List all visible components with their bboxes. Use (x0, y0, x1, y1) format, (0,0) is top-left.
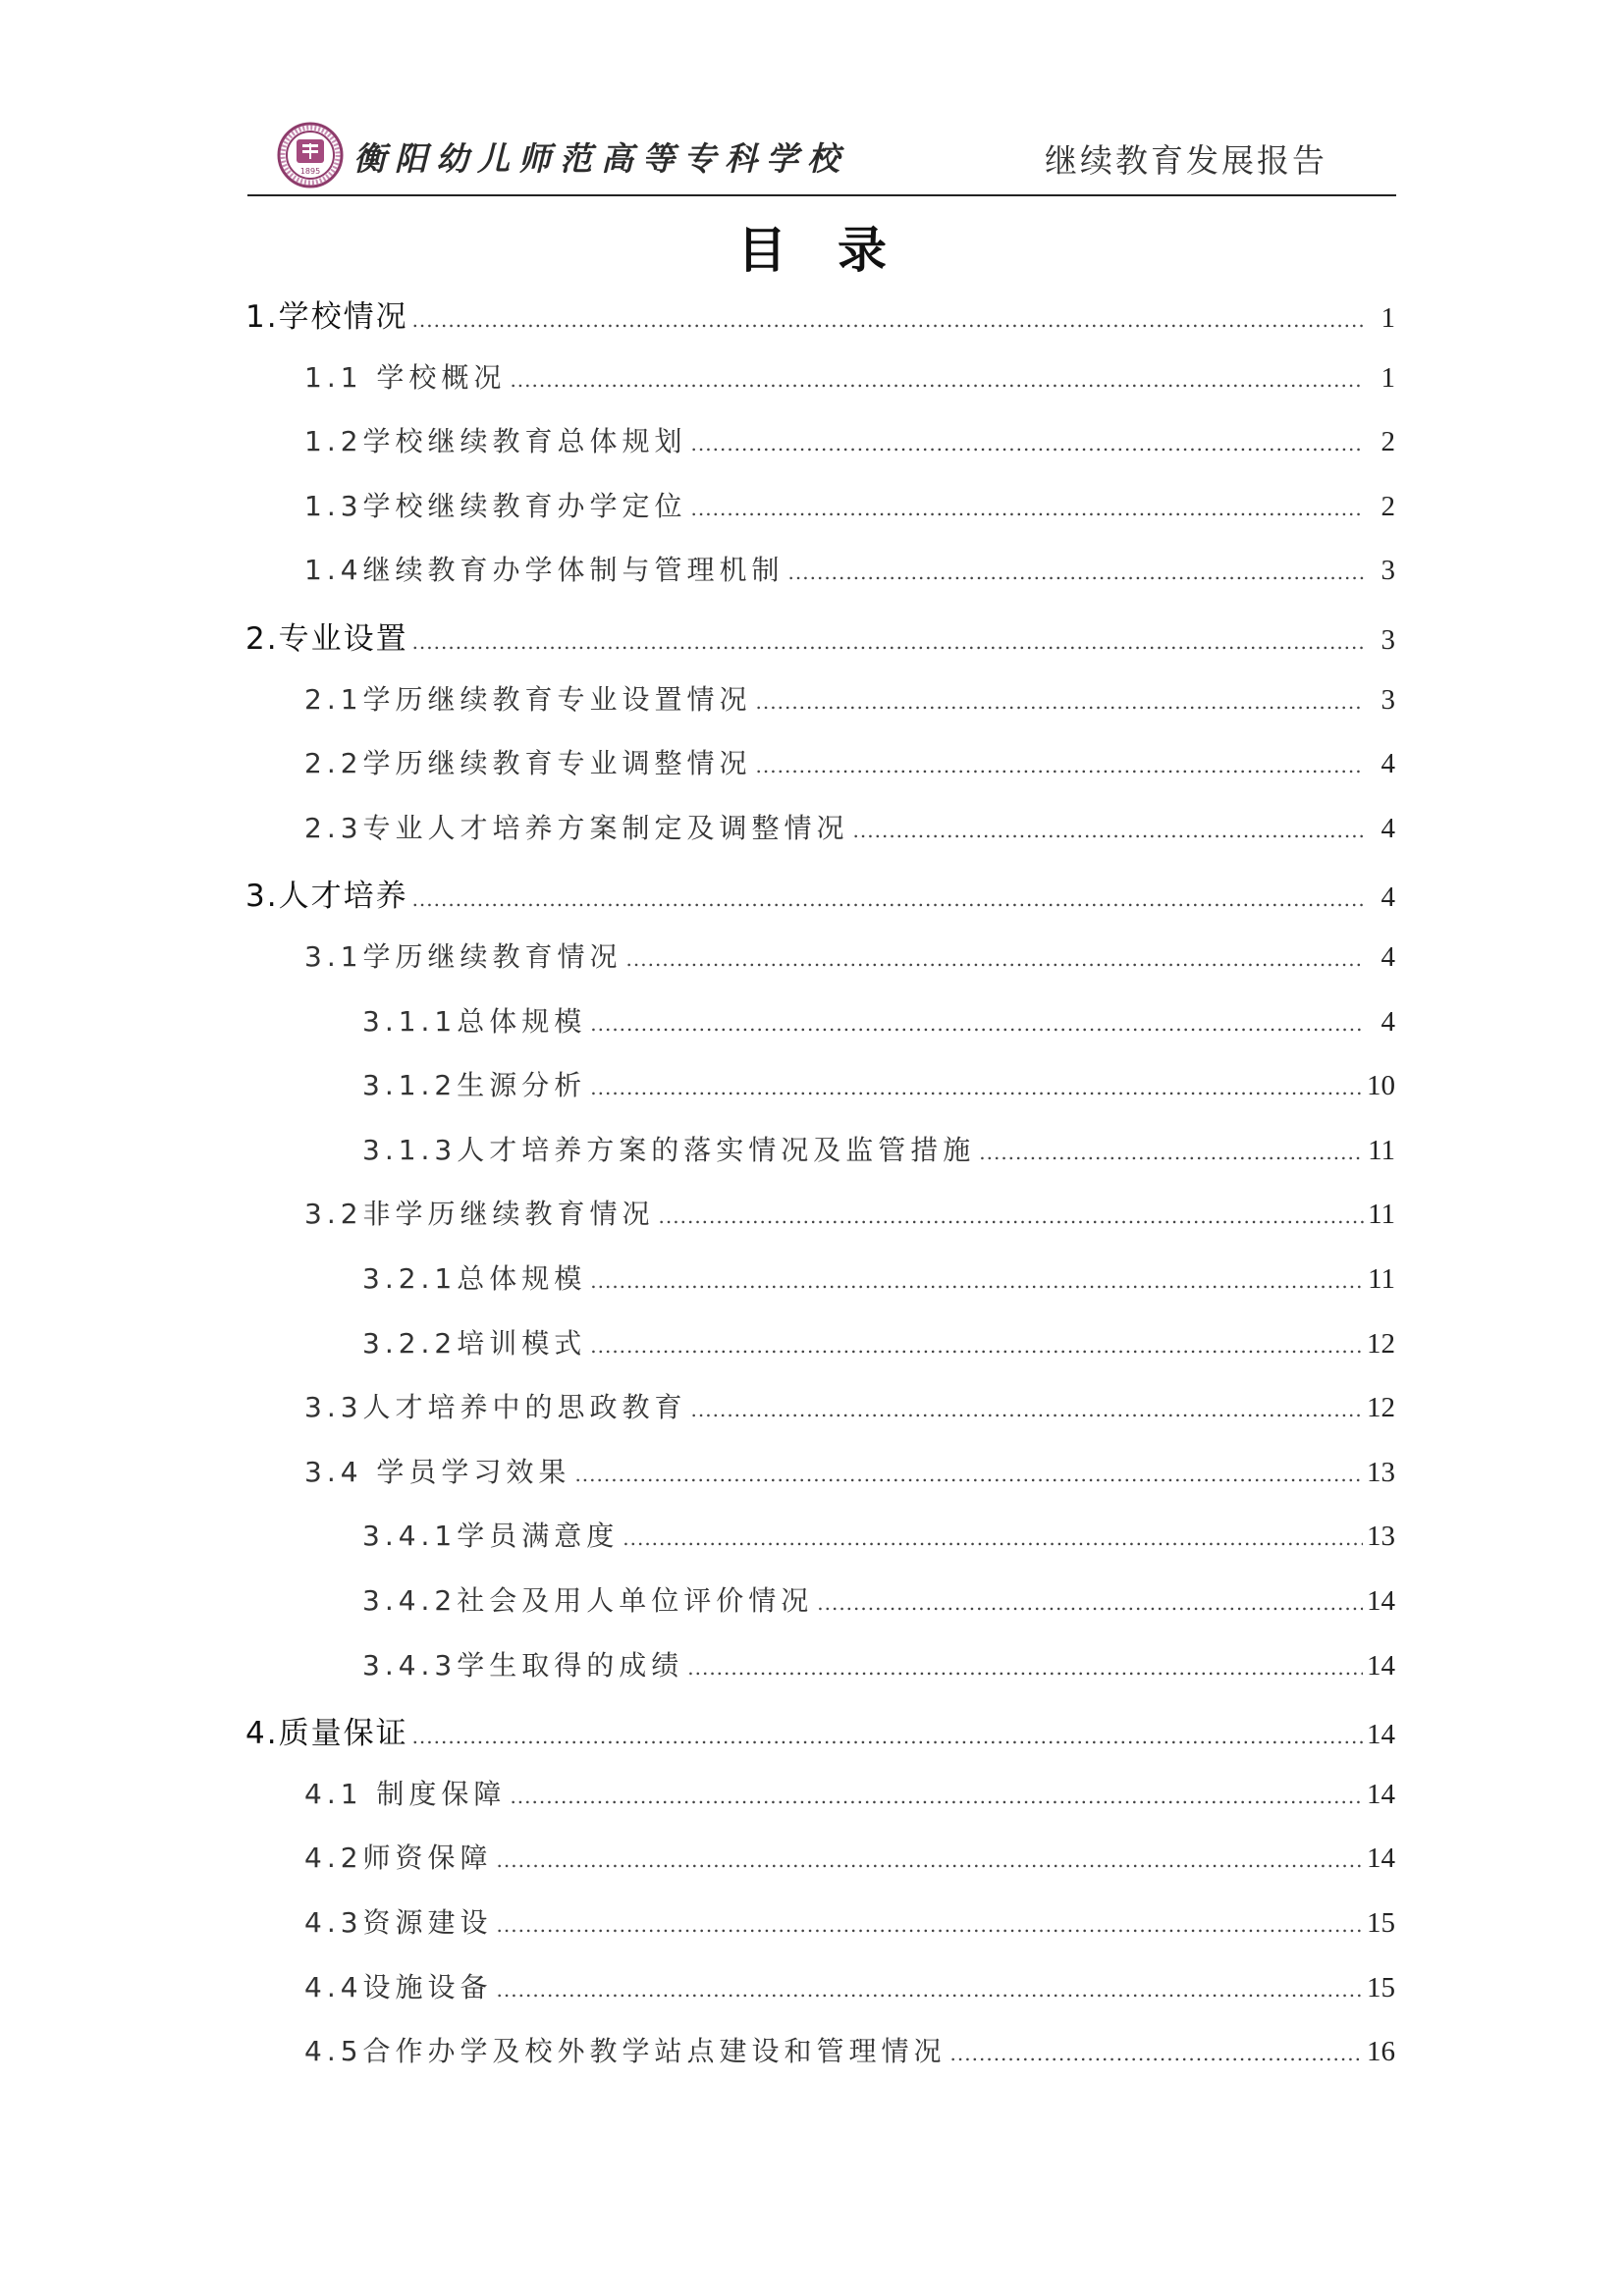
toc-page-number: 14 (1367, 1779, 1395, 1810)
toc-entry-label: 1.4继续教育办学体制与管理机制 (304, 554, 785, 586)
toc-page-number: 4 (1380, 881, 1395, 913)
toc-entry[interactable] (304, 1386, 1395, 1431)
toc-dot-leader (412, 887, 1364, 911)
toc-page-number: 14 (1367, 1585, 1395, 1617)
toc-dot-leader (497, 1978, 1363, 2002)
toc-page-number: 4 (1380, 941, 1395, 973)
toc-page-number: 12 (1367, 1328, 1395, 1360)
toc-dot-leader (590, 1334, 1363, 1358)
toc-page-number: 4 (1380, 1006, 1395, 1038)
toc-entry[interactable] (304, 2030, 1395, 2075)
toc-dot-leader (510, 1785, 1363, 1808)
toc-entry-label: 4.1 制度保障 (304, 1778, 507, 1810)
toc-dot-leader (412, 308, 1364, 332)
toc-dot-leader (497, 1848, 1363, 1872)
toc-entry[interactable] (245, 1708, 1395, 1753)
toc-entry[interactable] (362, 1129, 1395, 1174)
toc-dot-leader (950, 2042, 1363, 2065)
toc-dot-leader (590, 1012, 1364, 1036)
toc-entry-label: 4.2师资保障 (304, 1842, 493, 1874)
toc-entry[interactable] (304, 1451, 1395, 1496)
toc-entry[interactable] (304, 1966, 1395, 2011)
toc-page-number: 13 (1367, 1457, 1395, 1488)
toc-entry[interactable] (362, 1515, 1395, 1560)
toc-dot-leader (687, 1656, 1363, 1680)
toc-page-number: 1 (1380, 362, 1395, 394)
toc-page-number: 10 (1367, 1070, 1395, 1101)
toc-entry[interactable] (245, 614, 1395, 659)
toc-entry-label: 3.1.1总体规模 (362, 1005, 587, 1038)
toc-entry-label: 3.1学历继续教育情况 (304, 940, 623, 973)
toc-dot-leader (626, 947, 1364, 971)
toc-entry-label: 4.5合作办学及校外教学站点建设和管理情况 (304, 2035, 947, 2067)
toc-entry[interactable] (304, 742, 1395, 787)
toc-entry[interactable] (304, 807, 1395, 852)
toc-entry-label: 4.3资源建设 (304, 1906, 493, 1939)
toc-page-number: 3 (1380, 555, 1395, 586)
toc-entry-label: 3.2非学历继续教育情况 (304, 1198, 655, 1230)
toc-dot-leader (623, 1526, 1363, 1550)
toc-entry-label: 3.4 学员学习效果 (304, 1456, 571, 1488)
toc-entry-label: 1.1 学校概况 (304, 361, 507, 394)
toc-page-number: 3 (1380, 684, 1395, 716)
toc-page-number: 2 (1380, 491, 1395, 522)
toc-dot-leader (756, 690, 1364, 714)
toc-dot-leader (691, 432, 1364, 455)
toc-page-number: 11 (1368, 1199, 1395, 1230)
page-title: 目录 (737, 222, 938, 279)
toc-entry-label: 3.2.2培训模式 (362, 1327, 587, 1360)
toc-page-number: 15 (1367, 1907, 1395, 1939)
toc-entry-label: 3.1.3人才培养方案的落实情况及监管措施 (362, 1134, 976, 1166)
toc-dot-leader (788, 561, 1364, 584)
toc-page-number: 14 (1367, 1650, 1395, 1682)
toc-entry[interactable] (362, 1322, 1395, 1367)
toc-entry[interactable] (362, 1000, 1395, 1045)
toc-page-number: 14 (1367, 1842, 1395, 1874)
toc-dot-leader (412, 630, 1364, 654)
toc-dot-leader (817, 1591, 1363, 1615)
toc-dot-leader (412, 1725, 1363, 1748)
toc-entry[interactable] (304, 1837, 1395, 1882)
school-seal-icon (277, 122, 344, 188)
toc-entry-label: 3.4.2社会及用人单位评价情况 (362, 1584, 814, 1617)
school-name: 衡阳幼儿师范高等专科学校 (353, 139, 848, 178)
toc-dot-leader (853, 819, 1364, 842)
toc-page-number: 4 (1380, 813, 1395, 844)
toc-entry-label: 1.3学校继续教育办学定位 (304, 490, 687, 522)
toc-entry[interactable] (304, 1193, 1395, 1238)
logo-year: 1895 (299, 167, 321, 176)
toc-entry-label: 3.2.1总体规模 (362, 1262, 587, 1295)
toc-entry-label: 2.专业设置 (245, 621, 408, 657)
toc-entry-label: 2.1学历继续教育专业设置情况 (304, 683, 752, 716)
toc-dot-leader (691, 1398, 1363, 1421)
toc-page-number: 11 (1368, 1135, 1395, 1166)
toc-dot-leader (756, 754, 1364, 777)
toc-page-number: 12 (1367, 1392, 1395, 1423)
toc-entry-label: 3.4.3学生取得的成绩 (362, 1649, 684, 1682)
toc-dot-leader (510, 368, 1364, 392)
toc-entry[interactable] (304, 420, 1395, 465)
toc-entry[interactable] (304, 1901, 1395, 1947)
toc-page-number: 3 (1380, 624, 1395, 656)
report-title: 继续教育发展报告 (1045, 141, 1327, 180)
toc-dot-leader (497, 1913, 1363, 1937)
toc-page-number: 2 (1380, 426, 1395, 457)
toc-dot-leader (590, 1269, 1364, 1293)
toc-entry[interactable] (304, 485, 1395, 530)
toc-page-number: 14 (1367, 1719, 1395, 1750)
toc-entry[interactable] (245, 871, 1395, 916)
toc-dot-leader (590, 1076, 1363, 1099)
toc-entry[interactable] (362, 1579, 1395, 1625)
toc-page-number: 11 (1368, 1263, 1395, 1295)
toc-entry[interactable] (304, 356, 1395, 401)
toc-entry[interactable] (304, 935, 1395, 981)
toc-page-number: 13 (1367, 1521, 1395, 1552)
toc-dot-leader (691, 497, 1364, 520)
toc-entry-label: 3.4.1学员满意度 (362, 1520, 620, 1552)
toc-entry-label: 1.学校情况 (245, 299, 408, 335)
toc-entry-label: 3.3人才培养中的思政教育 (304, 1391, 687, 1423)
toc-entry-label: 3.1.2生源分析 (362, 1069, 587, 1101)
toc-dot-leader (979, 1141, 1364, 1164)
toc-entry-label: 3.人才培养 (245, 879, 408, 914)
toc-entry[interactable] (304, 678, 1395, 723)
toc-page-number: 4 (1380, 748, 1395, 779)
toc-page-number: 16 (1367, 2036, 1395, 2067)
toc-entry[interactable] (304, 549, 1395, 594)
toc-dot-leader (574, 1463, 1363, 1486)
toc-entry[interactable] (245, 292, 1395, 337)
toc-entry-label: 4.4设施设备 (304, 1971, 493, 2003)
toc-entry[interactable] (362, 1644, 1395, 1689)
page-header (247, 116, 1396, 196)
toc-entry-label: 2.2学历继续教育专业调整情况 (304, 747, 752, 779)
header-divider (247, 194, 1396, 196)
toc-entry-label: 4.质量保证 (245, 1716, 408, 1751)
toc-entry[interactable] (362, 1257, 1395, 1303)
toc-dot-leader (659, 1204, 1364, 1228)
toc-entry-label: 1.2学校继续教育总体规划 (304, 425, 687, 457)
toc-entry[interactable] (362, 1064, 1395, 1109)
toc-entry-label: 2.3专业人才培养方案制定及调整情况 (304, 812, 849, 844)
toc-page-number: 15 (1367, 1972, 1395, 2003)
toc-entry[interactable] (304, 1773, 1395, 1818)
toc-page-number: 1 (1380, 302, 1395, 334)
